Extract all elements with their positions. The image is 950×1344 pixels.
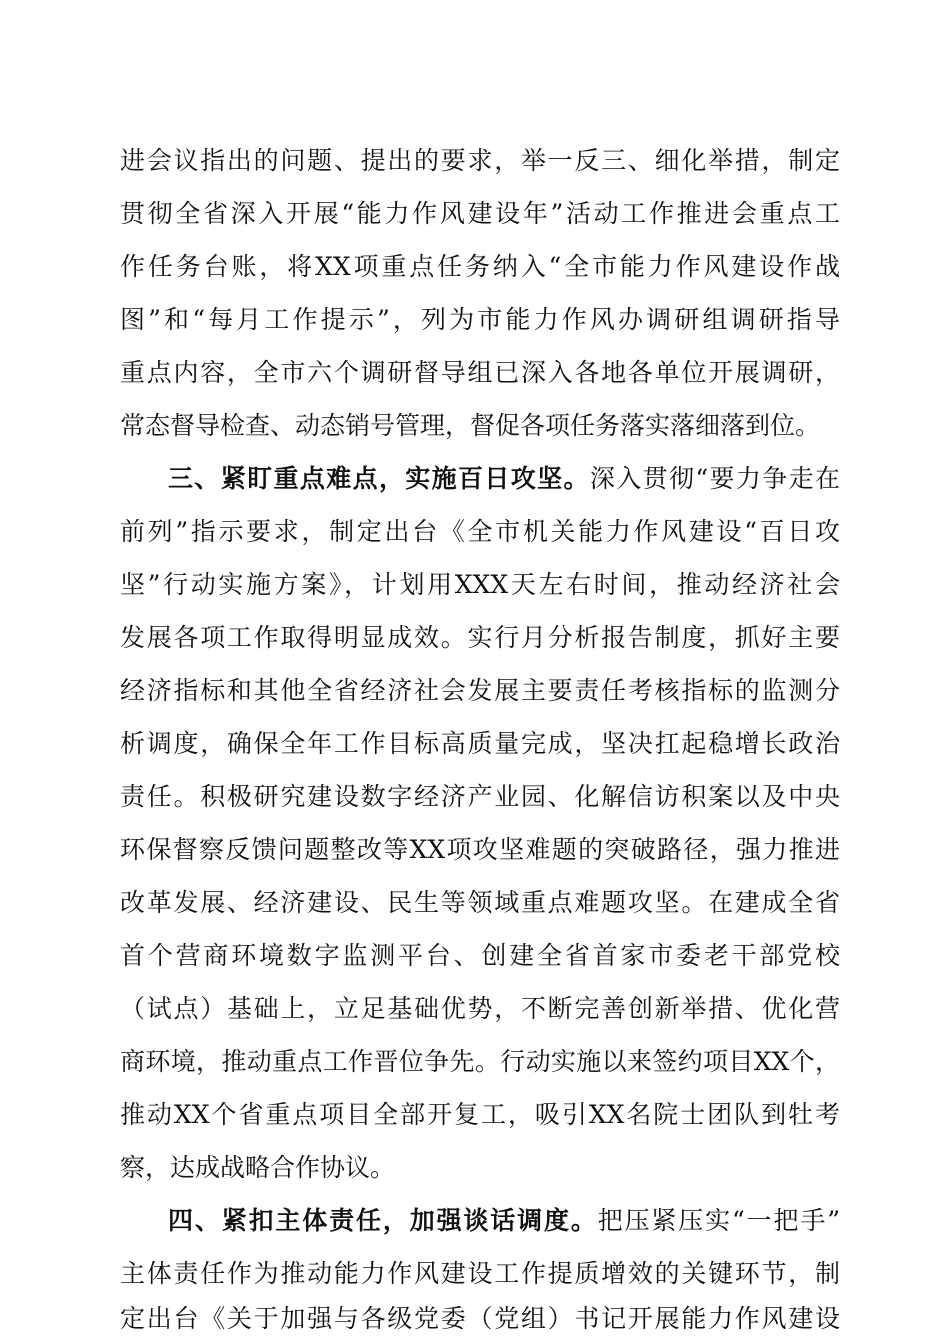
text-line: 进会议指出的问题、提出的要求，举一反三、细化举措，制定: [120, 146, 840, 175]
text-line: 发展各项工作取得明显成效。实行月分析报告制度，抓好主要: [120, 623, 840, 652]
text-line: 责任。积极研究建设数字经济产业园、化解信访积案以及中央: [120, 782, 840, 811]
text-line: 商环境，推动重点工作晋位争先。行动实施以来签约项目XX个，: [120, 1047, 840, 1076]
text-line: 首个营商环境数字监测平台、创建全省首家市委老干部党校: [120, 941, 840, 970]
text-line: 环保督察反馈问题整改等XX项攻坚难题的突破路径，强力推进: [120, 835, 840, 864]
text-line: 常态督导检查、动态销号管理，督促各项任务落实落细落到位。: [120, 411, 821, 440]
text-line: 主体责任作为推动能力作风建设工作提质增效的关键环节，制: [120, 1259, 840, 1288]
text-line: （试点）基础上，立足基础优势，不断完善创新举措、优化营: [120, 994, 840, 1023]
section-heading-3: 三、紧盯重点难点，实施百日攻坚。: [168, 464, 590, 493]
text-line: 贯彻全省深入开展“能力作风建设年”活动工作推进会重点工: [120, 199, 840, 228]
text-line: 作任务台账，将XX项重点任务纳入“全市能力作风建设作战: [120, 252, 840, 281]
text-line: 改革发展、经济建设、民生等领域重点难题攻坚。在建成全省: [120, 888, 840, 917]
text-line: 重点内容，全市六个调研督导组已深入各地各单位开展调研，: [120, 358, 840, 387]
text-line: 定出台《关于加强与各级党委（党组）书记开展能力作风建设: [120, 1304, 840, 1333]
text-line: 经济指标和其他全省经济社会发展主要责任考核指标的监测分: [120, 676, 840, 705]
paragraph-first-line: [168, 456, 840, 501]
text-line: 坚”行动实施方案》，计划用XXX天左右时间，推动经济社会: [120, 570, 840, 599]
paragraph-first-line: [168, 1198, 840, 1243]
text-line: 图”和“每月工作提示”，列为市能力作风办调研组调研指导: [120, 305, 840, 334]
text-span: 深入贯彻“要力争走在: [589, 464, 840, 493]
text-span: 把压紧压实“一把手”: [597, 1206, 840, 1235]
text-line: 察，达成战略合作协议。: [120, 1153, 396, 1182]
text-line: 析调度，确保全年工作目标高质量完成，坚决扛起稳增长政治: [120, 729, 840, 758]
section-heading-4: 四、紧扣主体责任，加强谈话调度。: [168, 1206, 598, 1235]
text-line: 推动XX个省重点项目全部开复工，吸引XX名院士团队到牡考: [120, 1100, 840, 1129]
text-line: 前列”指示要求，制定出台《全市机关能力作风建设“百日攻: [120, 517, 840, 546]
